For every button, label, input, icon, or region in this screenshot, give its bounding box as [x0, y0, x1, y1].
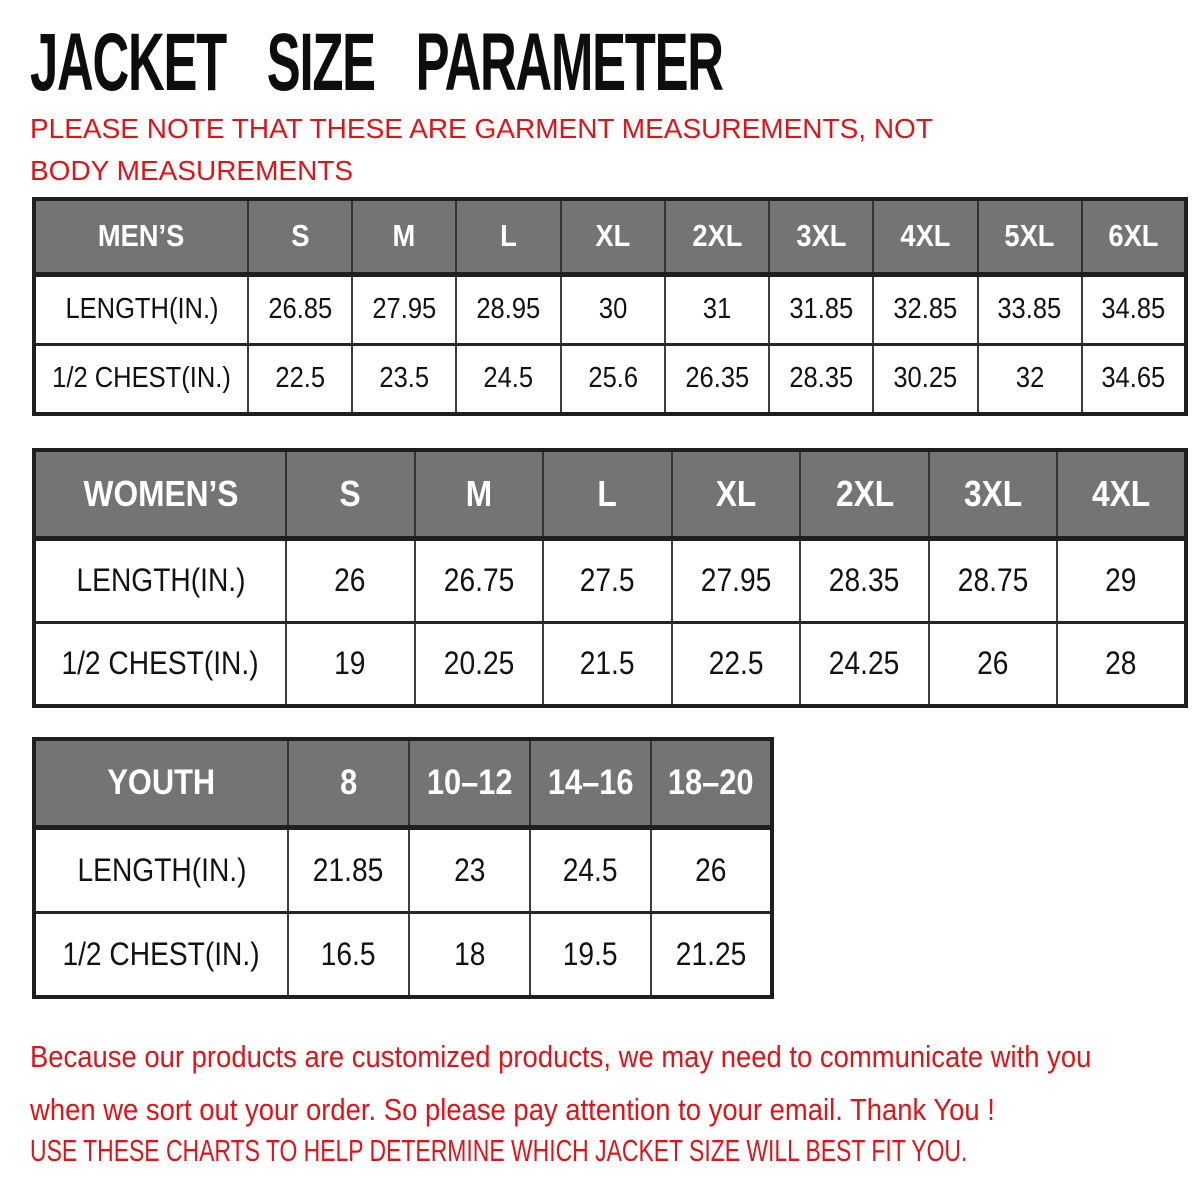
mens-size-header-cell: [873, 199, 977, 274]
mens-value-cell: [978, 274, 1082, 344]
mens-header-row: [34, 199, 1186, 274]
womens-measurement-value: 26.75: [443, 562, 515, 598]
womens-size-header-cell: [543, 450, 672, 538]
youth-value-cell: [530, 827, 651, 912]
mens-row-label-cell: [34, 344, 248, 414]
womens-size-header-cell: [929, 450, 1058, 538]
womens-value-cell: [543, 538, 672, 622]
mens-measurement-value: 34.65: [1101, 362, 1166, 395]
womens-size-header-label: L: [597, 472, 618, 514]
womens-measurement-value: 21.5: [580, 645, 635, 682]
mens-value-cell: [665, 274, 769, 344]
youth-measurement-value: 21.25: [675, 935, 747, 972]
womens-measurement-row: [34, 538, 1186, 622]
youth-size-header-label: 10–12: [426, 762, 513, 802]
mens-measurement-value: 30.25: [893, 362, 958, 395]
womens-measurement-value: 26: [977, 645, 1009, 682]
mens-measurement-value: 30: [598, 293, 627, 325]
youth-measurement-value: 23: [453, 851, 486, 888]
page-title: JACKET SIZE PARAMETER: [30, 17, 723, 108]
mens-value-cell: [456, 344, 560, 414]
womens-size-table: [32, 448, 1188, 708]
youth-size-header-label: 18–20: [668, 762, 754, 802]
womens-size-header-cell: [800, 450, 929, 538]
mens-table-title-cell: [34, 199, 248, 274]
mens-value-cell: [561, 344, 665, 414]
womens-value-cell: [415, 622, 544, 706]
mens-size-header-label: 2XL: [691, 218, 742, 254]
mens-value-cell: [665, 344, 769, 414]
womens-value-cell: [800, 538, 929, 622]
youth-table-title-cell: [34, 739, 288, 827]
mens-size-header-cell: [978, 199, 1082, 274]
youth-value-cell: [651, 912, 772, 997]
womens-value-cell: [929, 622, 1058, 706]
youth-row-label: 1/2 CHEST(IN.): [62, 935, 261, 972]
mens-value-cell: [352, 274, 456, 344]
mens-row-label: 1/2 CHEST(IN.): [52, 362, 231, 395]
mens-size-header-cell: [665, 199, 769, 274]
customization-notice: [30, 1030, 1200, 1136]
garment-measurement-note: PLEASE NOTE THAT THESE ARE GARMENT MEASUREMENTS, NOT BODY MEASUREMENTS: [30, 113, 933, 186]
youth-measurement-row: [34, 827, 772, 912]
womens-row-label-cell: [34, 622, 286, 706]
mens-value-cell: [769, 344, 873, 414]
mens-measurement-value: 28.95: [476, 293, 541, 325]
mens-value-cell: [248, 344, 352, 414]
mens-measurement-value: 28.35: [789, 362, 854, 395]
mens-measurement-value: 22.5: [275, 362, 325, 395]
mens-size-header-cell: [769, 199, 873, 274]
mens-value-cell: [1082, 274, 1186, 344]
youth-measurement-value: 24.5: [563, 851, 618, 888]
mens-size-header-cell: [248, 199, 352, 274]
womens-value-cell: [672, 538, 801, 622]
womens-size-header-cell: [1057, 450, 1186, 538]
mens-value-cell: [873, 344, 977, 414]
mens-value-cell: [1082, 344, 1186, 414]
mens-value-cell: [873, 274, 977, 344]
youth-measurement-row: [34, 912, 772, 997]
mens-size-table: [32, 197, 1188, 416]
youth-measurement-value: 16.5: [321, 935, 376, 972]
womens-measurement-value: 28.75: [957, 562, 1029, 598]
womens-header-row: [34, 450, 1186, 538]
womens-measurement-value: 22.5: [708, 645, 764, 682]
mens-measurement-value: 31: [702, 293, 732, 325]
youth-size-header-cell: [409, 739, 530, 827]
mens-measurement-value: 25.6: [587, 362, 638, 395]
youth-table-title: YOUTH: [107, 762, 216, 802]
mens-size-header-label: 6XL: [1108, 218, 1159, 254]
womens-size-header-cell: [286, 450, 415, 538]
womens-measurement-value: 20.25: [443, 645, 515, 682]
womens-measurement-value: 24.25: [829, 645, 900, 682]
mens-size-header-label: L: [500, 218, 517, 254]
mens-value-cell: [248, 274, 352, 344]
mens-measurement-row: [34, 274, 1186, 344]
womens-value-cell: [415, 538, 544, 622]
womens-value-cell: [672, 622, 801, 706]
mens-measurement-value: 26.85: [268, 293, 333, 325]
youth-row-label-cell: [34, 827, 288, 912]
mens-measurement-value: 34.85: [1101, 293, 1166, 325]
mens-measurement-value: 27.95: [372, 293, 437, 325]
womens-value-cell: [286, 622, 415, 706]
youth-value-cell: [288, 827, 409, 912]
womens-measurement-value: 28: [1105, 645, 1137, 682]
mens-value-cell: [352, 344, 456, 414]
womens-size-header-label: M: [465, 472, 493, 514]
youth-value-cell: [651, 827, 772, 912]
womens-value-cell: [1057, 622, 1186, 706]
mens-table-title: MEN’S: [98, 218, 185, 254]
youth-size-header-label: 8: [339, 762, 358, 802]
womens-measurement-value: 19: [334, 645, 366, 682]
womens-value-cell: [929, 538, 1058, 622]
womens-size-header-label: XL: [715, 472, 757, 514]
youth-value-cell: [530, 912, 651, 997]
womens-measurement-row: [34, 622, 1186, 706]
mens-size-header-label: 4XL: [900, 218, 951, 254]
womens-measurement-value: 28.35: [829, 562, 900, 598]
youth-measurement-value: 19.5: [563, 935, 618, 972]
youth-value-cell: [288, 912, 409, 997]
mens-size-header-label: S: [291, 218, 310, 254]
womens-table-title-cell: [34, 450, 286, 538]
mens-size-header-cell: [352, 199, 456, 274]
womens-value-cell: [1057, 538, 1186, 622]
youth-size-header-cell: [530, 739, 651, 827]
womens-size-header-label: 4XL: [1092, 472, 1151, 514]
usage-instruction: USE THESE CHARTS TO HELP DETERMINE WHICH JACKET SIZE WILL BEST FIT YOU.: [30, 1133, 968, 1168]
womens-value-cell: [800, 622, 929, 706]
mens-measurement-row: [34, 344, 1186, 414]
mens-row-label-cell: [34, 274, 248, 344]
womens-value-cell: [543, 622, 672, 706]
womens-size-header-label: 3XL: [964, 472, 1023, 514]
womens-measurement-value: 27.95: [700, 562, 772, 598]
mens-row-label: LENGTH(IN.): [64, 293, 219, 325]
mens-measurement-value: 23.5: [379, 362, 430, 395]
youth-size-header-label: 14–16: [547, 762, 634, 802]
mens-value-cell: [456, 274, 560, 344]
mens-measurement-value: 33.85: [997, 293, 1062, 325]
youth-size-header-cell: [651, 739, 772, 827]
youth-measurement-value: 26: [695, 851, 727, 888]
mens-measurement-value: 31.85: [789, 293, 854, 325]
womens-size-header-cell: [672, 450, 801, 538]
mens-measurement-value: 26.35: [685, 362, 749, 395]
youth-row-label: LENGTH(IN.): [77, 851, 246, 888]
womens-size-header-label: 2XL: [835, 472, 894, 514]
mens-measurement-value: 24.5: [483, 362, 534, 395]
womens-row-label: 1/2 CHEST(IN.): [61, 645, 260, 682]
mens-size-header-label: XL: [595, 218, 631, 254]
womens-measurement-value: 26: [334, 562, 366, 598]
mens-measurement-value: 32.85: [893, 293, 958, 325]
womens-size-header-label: S: [339, 472, 361, 514]
mens-value-cell: [561, 274, 665, 344]
youth-size-header-cell: [288, 739, 409, 827]
youth-header-row: [34, 739, 772, 827]
womens-size-header-cell: [415, 450, 544, 538]
mens-size-header-cell: [1082, 199, 1186, 274]
mens-size-header-cell: [561, 199, 665, 274]
youth-value-cell: [409, 912, 530, 997]
customization-notice-line2: when we sort out your order. So please pay attention to your email. Thank You !: [30, 1092, 995, 1127]
womens-measurement-value: 27.5: [580, 562, 635, 598]
womens-row-label: LENGTH(IN.): [76, 562, 245, 598]
mens-size-header-cell: [456, 199, 560, 274]
mens-measurement-value: 32: [1015, 362, 1044, 395]
youth-size-table: [32, 737, 774, 999]
youth-value-cell: [409, 827, 530, 912]
mens-size-header-label: M: [392, 218, 416, 254]
mens-size-header-label: 3XL: [796, 218, 847, 254]
womens-measurement-value: 29: [1105, 562, 1137, 598]
womens-table-title: WOMEN’S: [83, 472, 238, 514]
womens-value-cell: [286, 538, 415, 622]
customization-notice-line1: Because our products are customized products, we may need to communicate with you: [30, 1039, 1092, 1074]
mens-value-cell: [769, 274, 873, 344]
youth-measurement-value: 18: [453, 935, 486, 972]
youth-row-label-cell: [34, 912, 288, 997]
mens-value-cell: [978, 344, 1082, 414]
womens-row-label-cell: [34, 538, 286, 622]
youth-measurement-value: 21.85: [313, 851, 384, 888]
mens-size-header-label: 5XL: [1004, 218, 1055, 254]
